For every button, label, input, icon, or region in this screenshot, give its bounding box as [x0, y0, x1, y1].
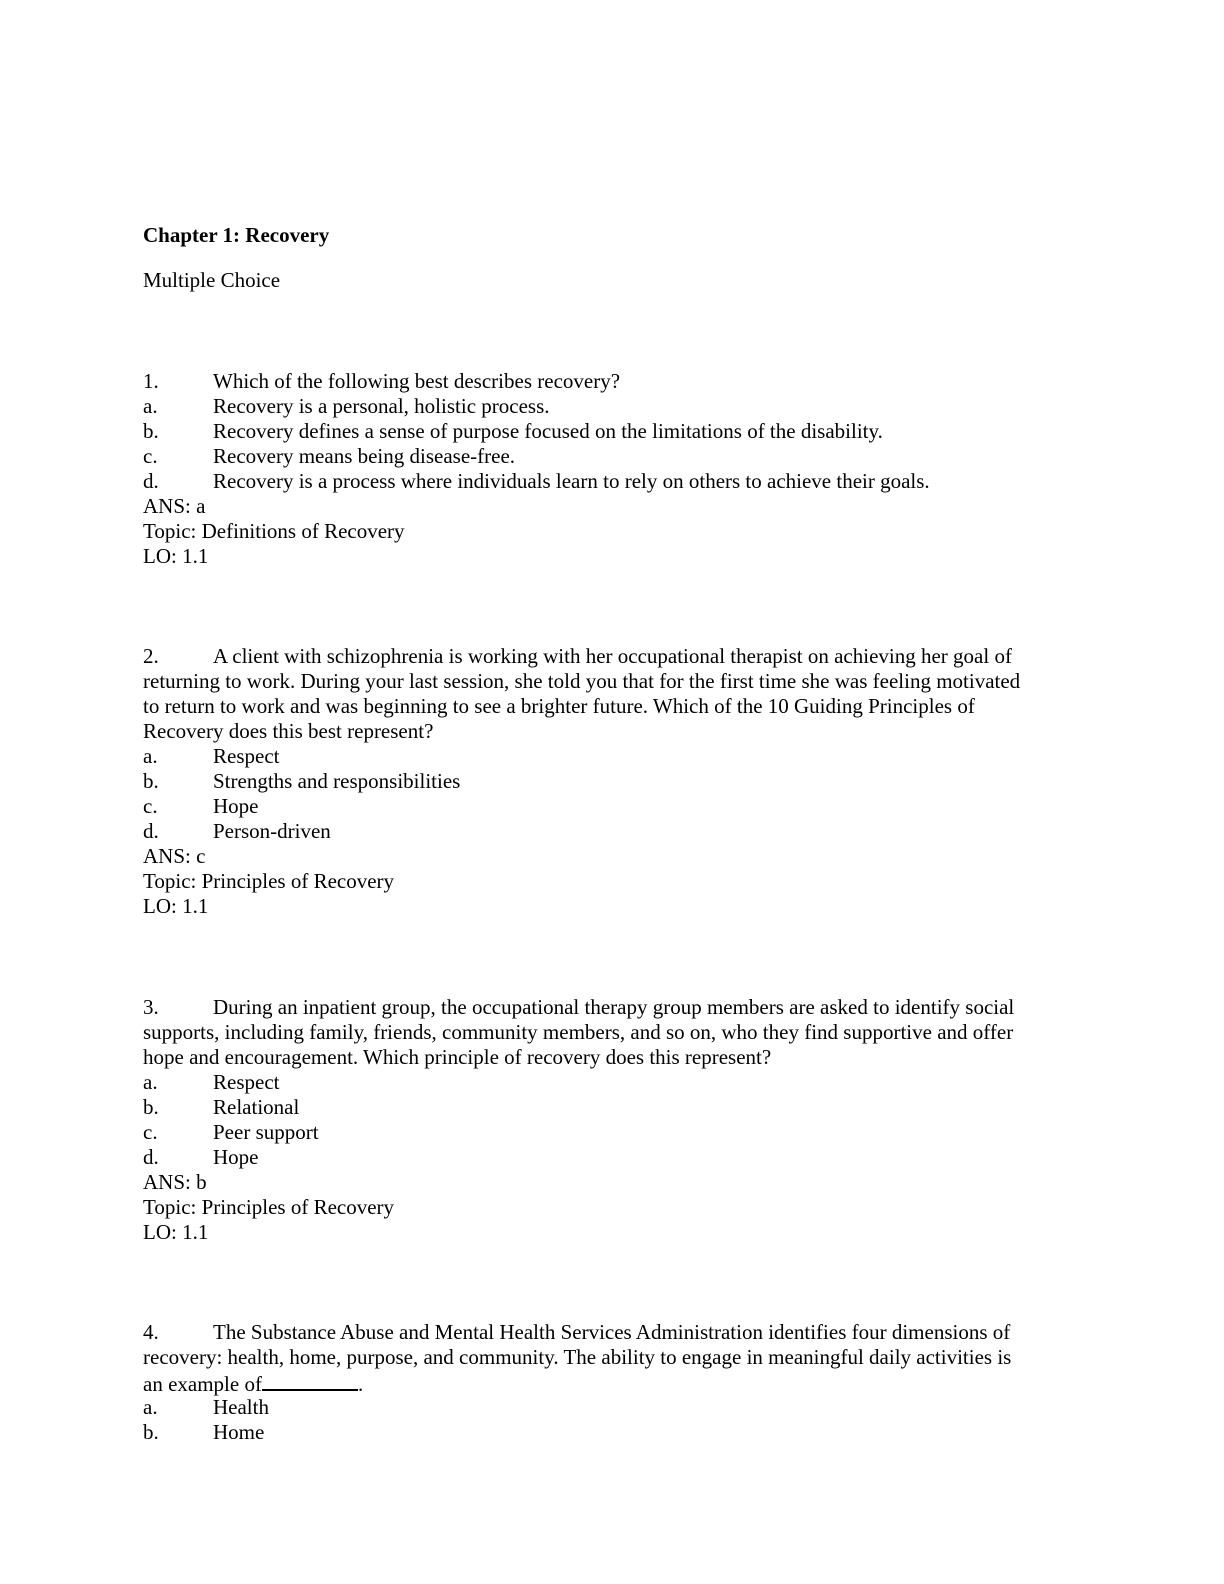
- question-2: [143, 644, 1083, 919]
- answer-key: ANS: b: [143, 1170, 207, 1194]
- question-text-line: returning to work. During your last session, she told you that for the first time she was feeling motivated: [143, 669, 1021, 693]
- option-text: Person-driven: [213, 819, 331, 843]
- answer-blank: [262, 1370, 358, 1391]
- option-text: Recovery means being disease-free.: [213, 444, 516, 468]
- option-letter: b.: [143, 1095, 159, 1119]
- option-text: Recovery is a process where individuals learn to rely on others to achieve their goals.: [213, 469, 930, 493]
- question-stem-line: [143, 369, 1083, 394]
- chapter-title: Chapter 1: Recovery: [143, 223, 330, 247]
- question-number: 2.: [143, 644, 159, 668]
- option-letter: b.: [143, 1420, 159, 1444]
- option-letter: b.: [143, 769, 159, 793]
- question-text: A client with schizophrenia is working with her occupational therapist on achieving her goal of: [213, 644, 1012, 668]
- question-1: [143, 369, 1083, 569]
- option-letter: d.: [143, 819, 159, 843]
- option-text: Recovery is a personal, holistic process.: [213, 394, 550, 418]
- question-text: During an inpatient group, the occupational therapy group members are asked to identify social: [213, 995, 1015, 1019]
- fill-in-blank-line: [143, 1370, 1083, 1395]
- answer-option: [143, 1120, 1083, 1145]
- option-letter: c.: [143, 1120, 158, 1144]
- option-letter: d.: [143, 1145, 159, 1169]
- option-letter: a.: [143, 394, 158, 418]
- answer-option: [143, 1420, 1083, 1445]
- option-letter: a.: [143, 1070, 158, 1094]
- answer-option: [143, 1070, 1083, 1095]
- question-text-line: recovery: health, home, purpose, and community. The ability to engage in meaningful daily activities is: [143, 1345, 1012, 1369]
- answer-option: [143, 1395, 1083, 1420]
- answer-option: [143, 419, 1083, 444]
- question-text: Which of the following best describes recovery?: [213, 369, 621, 393]
- option-text: Strengths and responsibilities: [213, 769, 461, 793]
- option-text: Home: [213, 1420, 265, 1444]
- answer-option: [143, 794, 1083, 819]
- question-text-line: supports, including family, friends, community members, and so on, who they find supportive and offer: [143, 1020, 1014, 1044]
- option-text: Peer support: [213, 1120, 319, 1144]
- topic: Topic: Principles of Recovery: [143, 1195, 395, 1219]
- learning-objective: LO: 1.1: [143, 544, 209, 568]
- question-3: [143, 995, 1083, 1245]
- question-number: 1.: [143, 369, 159, 393]
- option-letter: a.: [143, 1395, 158, 1419]
- question-stem-line: [143, 1320, 1083, 1345]
- answer-option: [143, 744, 1083, 769]
- question-text-line: to return to work and was beginning to see a brighter future. Which of the 10 Guiding Principles of: [143, 694, 975, 718]
- blank-prefix: an example of: [143, 1372, 262, 1396]
- answer-option: [143, 394, 1083, 419]
- answer-option: [143, 1095, 1083, 1120]
- option-letter: d.: [143, 469, 159, 493]
- answer-key: ANS: c: [143, 844, 206, 868]
- answer-key: ANS: a: [143, 494, 206, 518]
- option-text: Recovery defines a sense of purpose focused on the limitations of the disability.: [213, 419, 883, 443]
- question-number: 3.: [143, 995, 159, 1019]
- question-4: [143, 1320, 1083, 1445]
- option-text: Respect: [213, 1070, 280, 1094]
- blank-suffix: .: [357, 1372, 364, 1396]
- question-stem-line: [143, 644, 1083, 669]
- option-text: Relational: [213, 1095, 300, 1119]
- question-text-line: hope and encouragement. Which principle of recovery does this represent?: [143, 1045, 772, 1069]
- answer-option: [143, 769, 1083, 794]
- section-heading: Multiple Choice: [143, 268, 281, 292]
- option-text: Hope: [213, 1145, 259, 1169]
- option-text: Hope: [213, 794, 259, 818]
- topic: Topic: Principles of Recovery: [143, 869, 395, 893]
- question-text: The Substance Abuse and Mental Health Services Administration identifies four dimensions of: [213, 1320, 1011, 1344]
- answer-option: [143, 1145, 1083, 1170]
- answer-option: [143, 819, 1083, 844]
- learning-objective: LO: 1.1: [143, 1220, 209, 1244]
- option-letter: c.: [143, 794, 158, 818]
- learning-objective: LO: 1.1: [143, 894, 209, 918]
- question-stem-line: [143, 995, 1083, 1020]
- option-text: Health: [213, 1395, 269, 1419]
- question-text-line: Recovery does this best represent?: [143, 719, 434, 743]
- option-letter: a.: [143, 744, 158, 768]
- question-number: 4.: [143, 1320, 159, 1344]
- option-letter: c.: [143, 444, 158, 468]
- option-letter: b.: [143, 419, 159, 443]
- answer-option: [143, 444, 1083, 469]
- topic: Topic: Definitions of Recovery: [143, 519, 405, 543]
- answer-option: [143, 469, 1083, 494]
- option-text: Respect: [213, 744, 280, 768]
